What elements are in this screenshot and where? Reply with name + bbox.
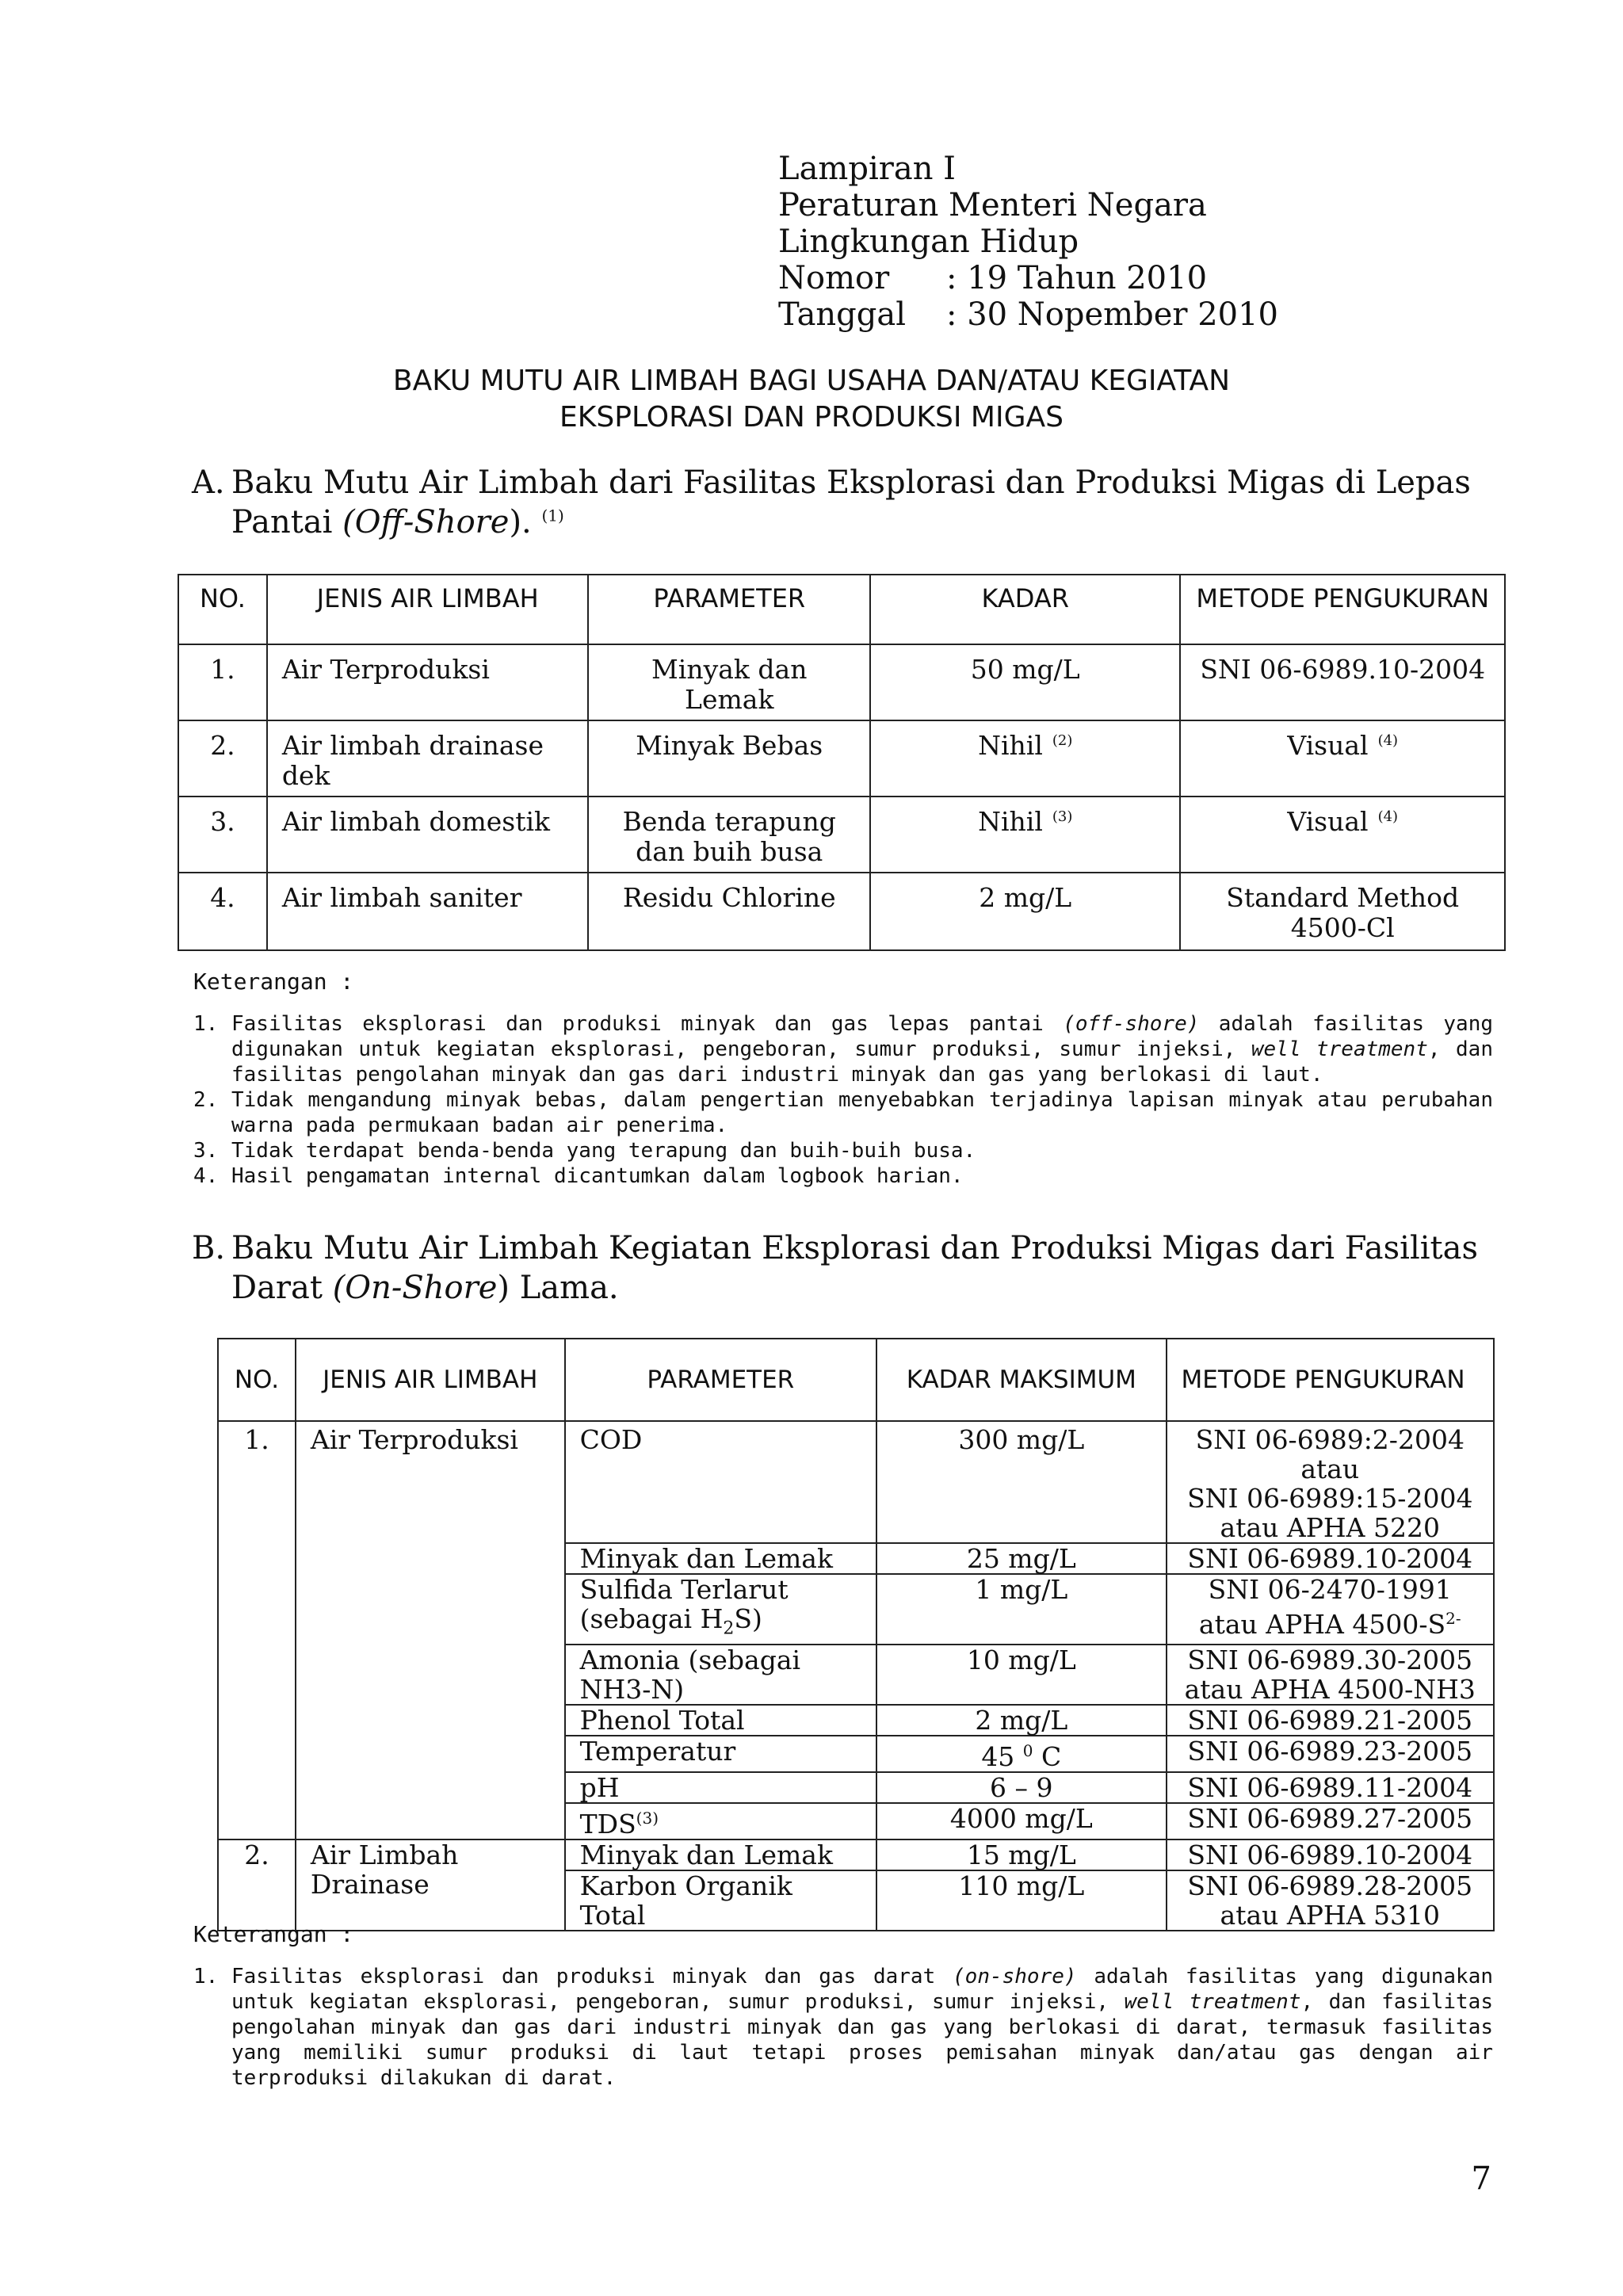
tanggal-value: : 30 Nopember 2010 <box>946 296 1279 333</box>
cell-jenis: Air Terproduksi <box>296 1421 565 1839</box>
kadar-value: 2 mg/L <box>979 882 1072 913</box>
table-onshore <box>217 1338 1495 1931</box>
col-header-kadar: KADAR <box>870 575 1180 644</box>
metode-value: Standard Method 4500-Cl <box>1226 882 1460 943</box>
note-b1-part2: adalah fasilitas yang digunakan untuk kegiatan eksplorasi, pengeboran, sumur produksi, sumur injeksi, <box>231 1965 1494 2014</box>
note-number: 1. <box>193 1012 219 1036</box>
note-text: Hasil pengamatan internal dicantumkan dalam logbook harian. <box>231 1164 964 1188</box>
table-offshore <box>178 574 1506 951</box>
metode-value: Visual <box>1287 730 1369 761</box>
cell-kadar: 15 mg/L <box>876 1839 1166 1870</box>
section-b-heading-italic: (On-Shore <box>332 1270 498 1306</box>
temp-degree: 0 <box>1022 1740 1033 1760</box>
metode-line: atau APHA 5310 <box>1220 1899 1440 1931</box>
table-row <box>218 1421 1494 1543</box>
metode-ref: (4) <box>1377 808 1399 825</box>
list-item <box>193 1011 1493 1087</box>
cell-parameter: Minyak dan Lemak <box>565 1839 876 1870</box>
cell-metode <box>1180 873 1505 950</box>
parameter-line: Sulfida Terlarut <box>579 1574 789 1605</box>
tds-ref: (3) <box>636 1808 659 1828</box>
metode-line: atau APHA 4500-NH3 <box>1184 1673 1476 1705</box>
cell-no: 1. <box>218 1421 296 1839</box>
cell-metode: SNI 06-6989.21-2005 <box>1167 1705 1494 1736</box>
cell-metode <box>1180 797 1505 873</box>
parameter-line <box>580 1604 861 1644</box>
cell-parameter <box>565 1645 876 1705</box>
cell-kadar <box>870 873 1180 950</box>
table-row <box>178 644 1505 720</box>
metode-line: SNI 06-6989:2-2004 <box>1195 1424 1465 1455</box>
col-header-no: NO. <box>218 1339 296 1421</box>
peraturan-label: Peraturan Menteri Negara <box>778 187 1207 223</box>
cell-parameter: Phenol Total <box>565 1705 876 1736</box>
cell-no: 4. <box>178 873 267 950</box>
tanggal-row <box>778 296 1278 333</box>
temp-unit: C <box>1033 1740 1062 1772</box>
nomor-value: : 19 Tahun 2010 <box>946 260 1208 296</box>
parameter-line: Amonia (sebagai <box>579 1644 801 1675</box>
note-text: Tidak mengandung minyak bebas, dalam pengertian menyebabkan terjadinya lapisan minyak atau perubahan warna pada permukaan badan air penerima. <box>231 1088 1493 1137</box>
section-b-letter: B. <box>192 1230 226 1266</box>
cell-jenis: Air limbah domestik <box>267 797 589 873</box>
note-a1-part1: Fasilitas eksplorasi dan produksi minyak dan gas lepas pantai <box>231 1012 1064 1036</box>
note-number: 3. <box>193 1139 219 1163</box>
cell-parameter: COD <box>565 1421 876 1543</box>
parameter-line: Total <box>579 1899 646 1931</box>
tds-label: TDS <box>579 1808 636 1839</box>
note-number: 2. <box>193 1088 219 1112</box>
cell-metode: SNI 06-6989.27-2005 <box>1167 1803 1494 1839</box>
cell-kadar: 1 mg/L <box>876 1574 1166 1645</box>
cell-metode: SNI 06-6989.23-2005 <box>1167 1736 1494 1772</box>
table-row <box>178 720 1505 797</box>
cell-jenis: Air limbah saniter <box>267 873 589 950</box>
temp-value: 45 <box>981 1740 1023 1772</box>
document-title <box>0 363 1623 436</box>
cell-parameter: Minyak Bebas <box>588 720 870 797</box>
cell-jenis: Air Terproduksi <box>267 644 589 720</box>
cell-metode <box>1180 644 1505 720</box>
note-number: 1. <box>193 1965 219 1988</box>
cell-metode <box>1167 1870 1494 1931</box>
metode-value: Visual <box>1287 806 1369 837</box>
cell-kadar: 6 – 9 <box>876 1772 1166 1803</box>
metode-line: SNI 06-6989.28-2005 <box>1187 1870 1473 1901</box>
nomor-row <box>778 260 1278 296</box>
cell-parameter: Temperatur <box>565 1736 876 1772</box>
note-b1-italic1: (on-shore) <box>953 1965 1077 1988</box>
kadar-ref: (3) <box>1052 808 1073 825</box>
note-a1-italic2: well treatment <box>1251 1037 1428 1061</box>
cell-kadar: 4000 mg/L <box>876 1803 1166 1839</box>
cell-kadar: 110 mg/L <box>876 1870 1166 1931</box>
sulfida-formula-sub: 2 <box>723 1618 735 1639</box>
list-item <box>193 1964 1493 2091</box>
metode-line <box>1182 1604 1479 1639</box>
col-header-kadar: KADAR MAKSIMUM <box>876 1339 1166 1421</box>
note-b1-part1: Fasilitas eksplorasi dan produksi minyak dan gas darat <box>231 1965 953 1988</box>
cell-jenis: Air limbah drainase dek <box>267 720 589 797</box>
kadar-ref: (2) <box>1052 732 1073 749</box>
metode-line: atau APHA 5220 <box>1220 1512 1440 1543</box>
section-a-letter: A. <box>192 464 225 501</box>
metode-ref: (4) <box>1377 732 1399 749</box>
note-text <box>231 1011 1493 1087</box>
sulfida-formula-pre: (sebagai H <box>579 1603 724 1634</box>
keterangan-a-label: Keterangan : <box>193 968 354 995</box>
notes-a <box>193 1011 1493 1189</box>
col-header-metode: METODE PENGUKURAN <box>1180 575 1505 644</box>
cell-parameter: Residu Chlorine <box>588 873 870 950</box>
parameter-line: NH3-N) <box>579 1673 685 1705</box>
cell-metode: SNI 06-6989.11-2004 <box>1167 1772 1494 1803</box>
col-header-parameter: PARAMETER <box>565 1339 876 1421</box>
sulfida-metode-sup: 2- <box>1445 1609 1461 1628</box>
note-b1-part3: , dan fasilitas pengolahan minyak dan gas dari industri minyak dan gas yang berlokasi di darat, termasuk fasilitas yang memiliki sumur produksi di laut tetapi proses pemisahan minyak dan/atau gas dengan air terproduksi dilakukan di darat. <box>231 1990 1493 2090</box>
cell-metode <box>1167 1574 1494 1645</box>
cell-kadar <box>876 1736 1166 1772</box>
attachment-header <box>778 151 1278 333</box>
metode-value: SNI 06-6989.10-2004 <box>1200 654 1486 685</box>
cell-metode <box>1167 1421 1494 1543</box>
cell-metode <box>1180 720 1505 797</box>
col-header-jenis: JENIS AIR LIMBAH <box>267 575 589 644</box>
table-row <box>218 1839 1494 1870</box>
metode-line: SNI 06-2470-1991 <box>1208 1574 1452 1605</box>
cell-parameter: Minyak dan Lemak <box>588 644 870 720</box>
kadar-value: 50 mg/L <box>970 654 1080 685</box>
cell-parameter: Minyak dan Lemak <box>565 1543 876 1574</box>
section-a-heading-pre: Baku Mutu Air Limbah dari Fasilitas Eksplorasi dan Produksi Migas di Lepas Pantai <box>231 464 1471 541</box>
list-item <box>193 1138 1493 1163</box>
cell-parameter: Benda terapung dan buih busa <box>588 797 870 873</box>
note-a1-italic1: (off-shore) <box>1063 1012 1200 1036</box>
section-a-text <box>231 463 1491 542</box>
section-a-heading-post: ). <box>509 504 532 541</box>
list-item <box>193 1163 1493 1189</box>
section-b-heading-pre: Baku Mutu Air Limbah Kegiatan Eksplorasi dan Produksi Migas dari Fasilitas Darat <box>231 1230 1478 1306</box>
keterangan-b-label: Keterangan : <box>193 1921 354 1947</box>
note-b1-italic2: well treatment <box>1124 1990 1301 2014</box>
note-a1-part3: , dan fasilitas pengolahan minyak dan gas dari industri minyak dan gas yang berlokasi di laut. <box>231 1037 1493 1087</box>
cell-kadar: 10 mg/L <box>876 1645 1166 1705</box>
tanggal-label: Tanggal <box>778 296 907 333</box>
title-line-1: BAKU MUTU AIR LIMBAH BAGI USAHA DAN/ATAU KEGIATAN <box>392 365 1231 397</box>
metode-line: atau <box>1300 1454 1360 1484</box>
cell-kadar: 2 mg/L <box>876 1705 1166 1736</box>
section-b-heading-post: ) Lama. <box>497 1270 619 1306</box>
lampiran-label: Lampiran I <box>778 151 956 187</box>
cell-kadar <box>870 797 1180 873</box>
col-header-no: NO. <box>178 575 267 644</box>
section-a-heading-italic: (Off-Shore <box>342 504 510 541</box>
cell-parameter <box>565 1870 876 1931</box>
cell-metode <box>1167 1645 1494 1705</box>
metode-line: SNI 06-6989.30-2005 <box>1187 1644 1473 1675</box>
cell-jenis: Air Limbah Drainase <box>296 1839 565 1931</box>
lingkungan-label: Lingkungan Hidup <box>778 223 1079 260</box>
section-b-heading <box>192 1228 1491 1308</box>
cell-no: 2. <box>178 720 267 797</box>
cell-kadar <box>870 644 1180 720</box>
cell-kadar: 300 mg/L <box>876 1421 1166 1543</box>
cell-metode: SNI 06-6989.10-2004 <box>1167 1839 1494 1870</box>
cell-kadar <box>870 720 1180 797</box>
sulfida-metode-text: atau APHA 4500-S <box>1198 1609 1446 1640</box>
page-number: 7 <box>1471 2160 1491 2197</box>
table-row <box>178 797 1505 873</box>
col-header-parameter: PARAMETER <box>588 575 870 644</box>
section-a-heading <box>192 463 1491 542</box>
cell-kadar: 25 mg/L <box>876 1543 1166 1574</box>
metode-line: SNI 06-6989:15-2004 <box>1187 1483 1473 1514</box>
cell-metode: SNI 06-6989.10-2004 <box>1167 1543 1494 1574</box>
list-item <box>193 1087 1493 1138</box>
note-number: 4. <box>193 1164 219 1188</box>
cell-no: 3. <box>178 797 267 873</box>
sulfida-formula-post: S) <box>734 1603 762 1634</box>
section-a-ref: (1) <box>541 506 564 525</box>
kadar-value: Nihil <box>978 730 1043 761</box>
note-text: Tidak terdapat benda-benda yang terapung dan buih-buih busa. <box>231 1139 976 1163</box>
kadar-value: Nihil <box>978 806 1043 837</box>
cell-parameter <box>565 1803 876 1839</box>
notes-b <box>193 1964 1493 2091</box>
note-text <box>231 1964 1493 2091</box>
section-b-text <box>231 1228 1491 1308</box>
nomor-label: Nomor <box>778 260 890 296</box>
cell-no: 1. <box>178 644 267 720</box>
table-row <box>178 873 1505 950</box>
cell-no: 2. <box>218 1839 296 1931</box>
cell-parameter: pH <box>565 1772 876 1803</box>
col-header-jenis: JENIS AIR LIMBAH <box>296 1339 565 1421</box>
col-header-metode: METODE PENGUKURAN <box>1167 1339 1494 1421</box>
cell-parameter <box>565 1574 876 1645</box>
parameter-line: Karbon Organik <box>579 1870 792 1901</box>
title-line-2: EKSPLORASI DAN PRODUKSI MIGAS <box>559 401 1064 434</box>
note-a1-part2: adalah fasilitas yang digunakan untuk kegiatan eksplorasi, pengeboran, sumur produksi, sumur injeksi, <box>231 1012 1493 1061</box>
